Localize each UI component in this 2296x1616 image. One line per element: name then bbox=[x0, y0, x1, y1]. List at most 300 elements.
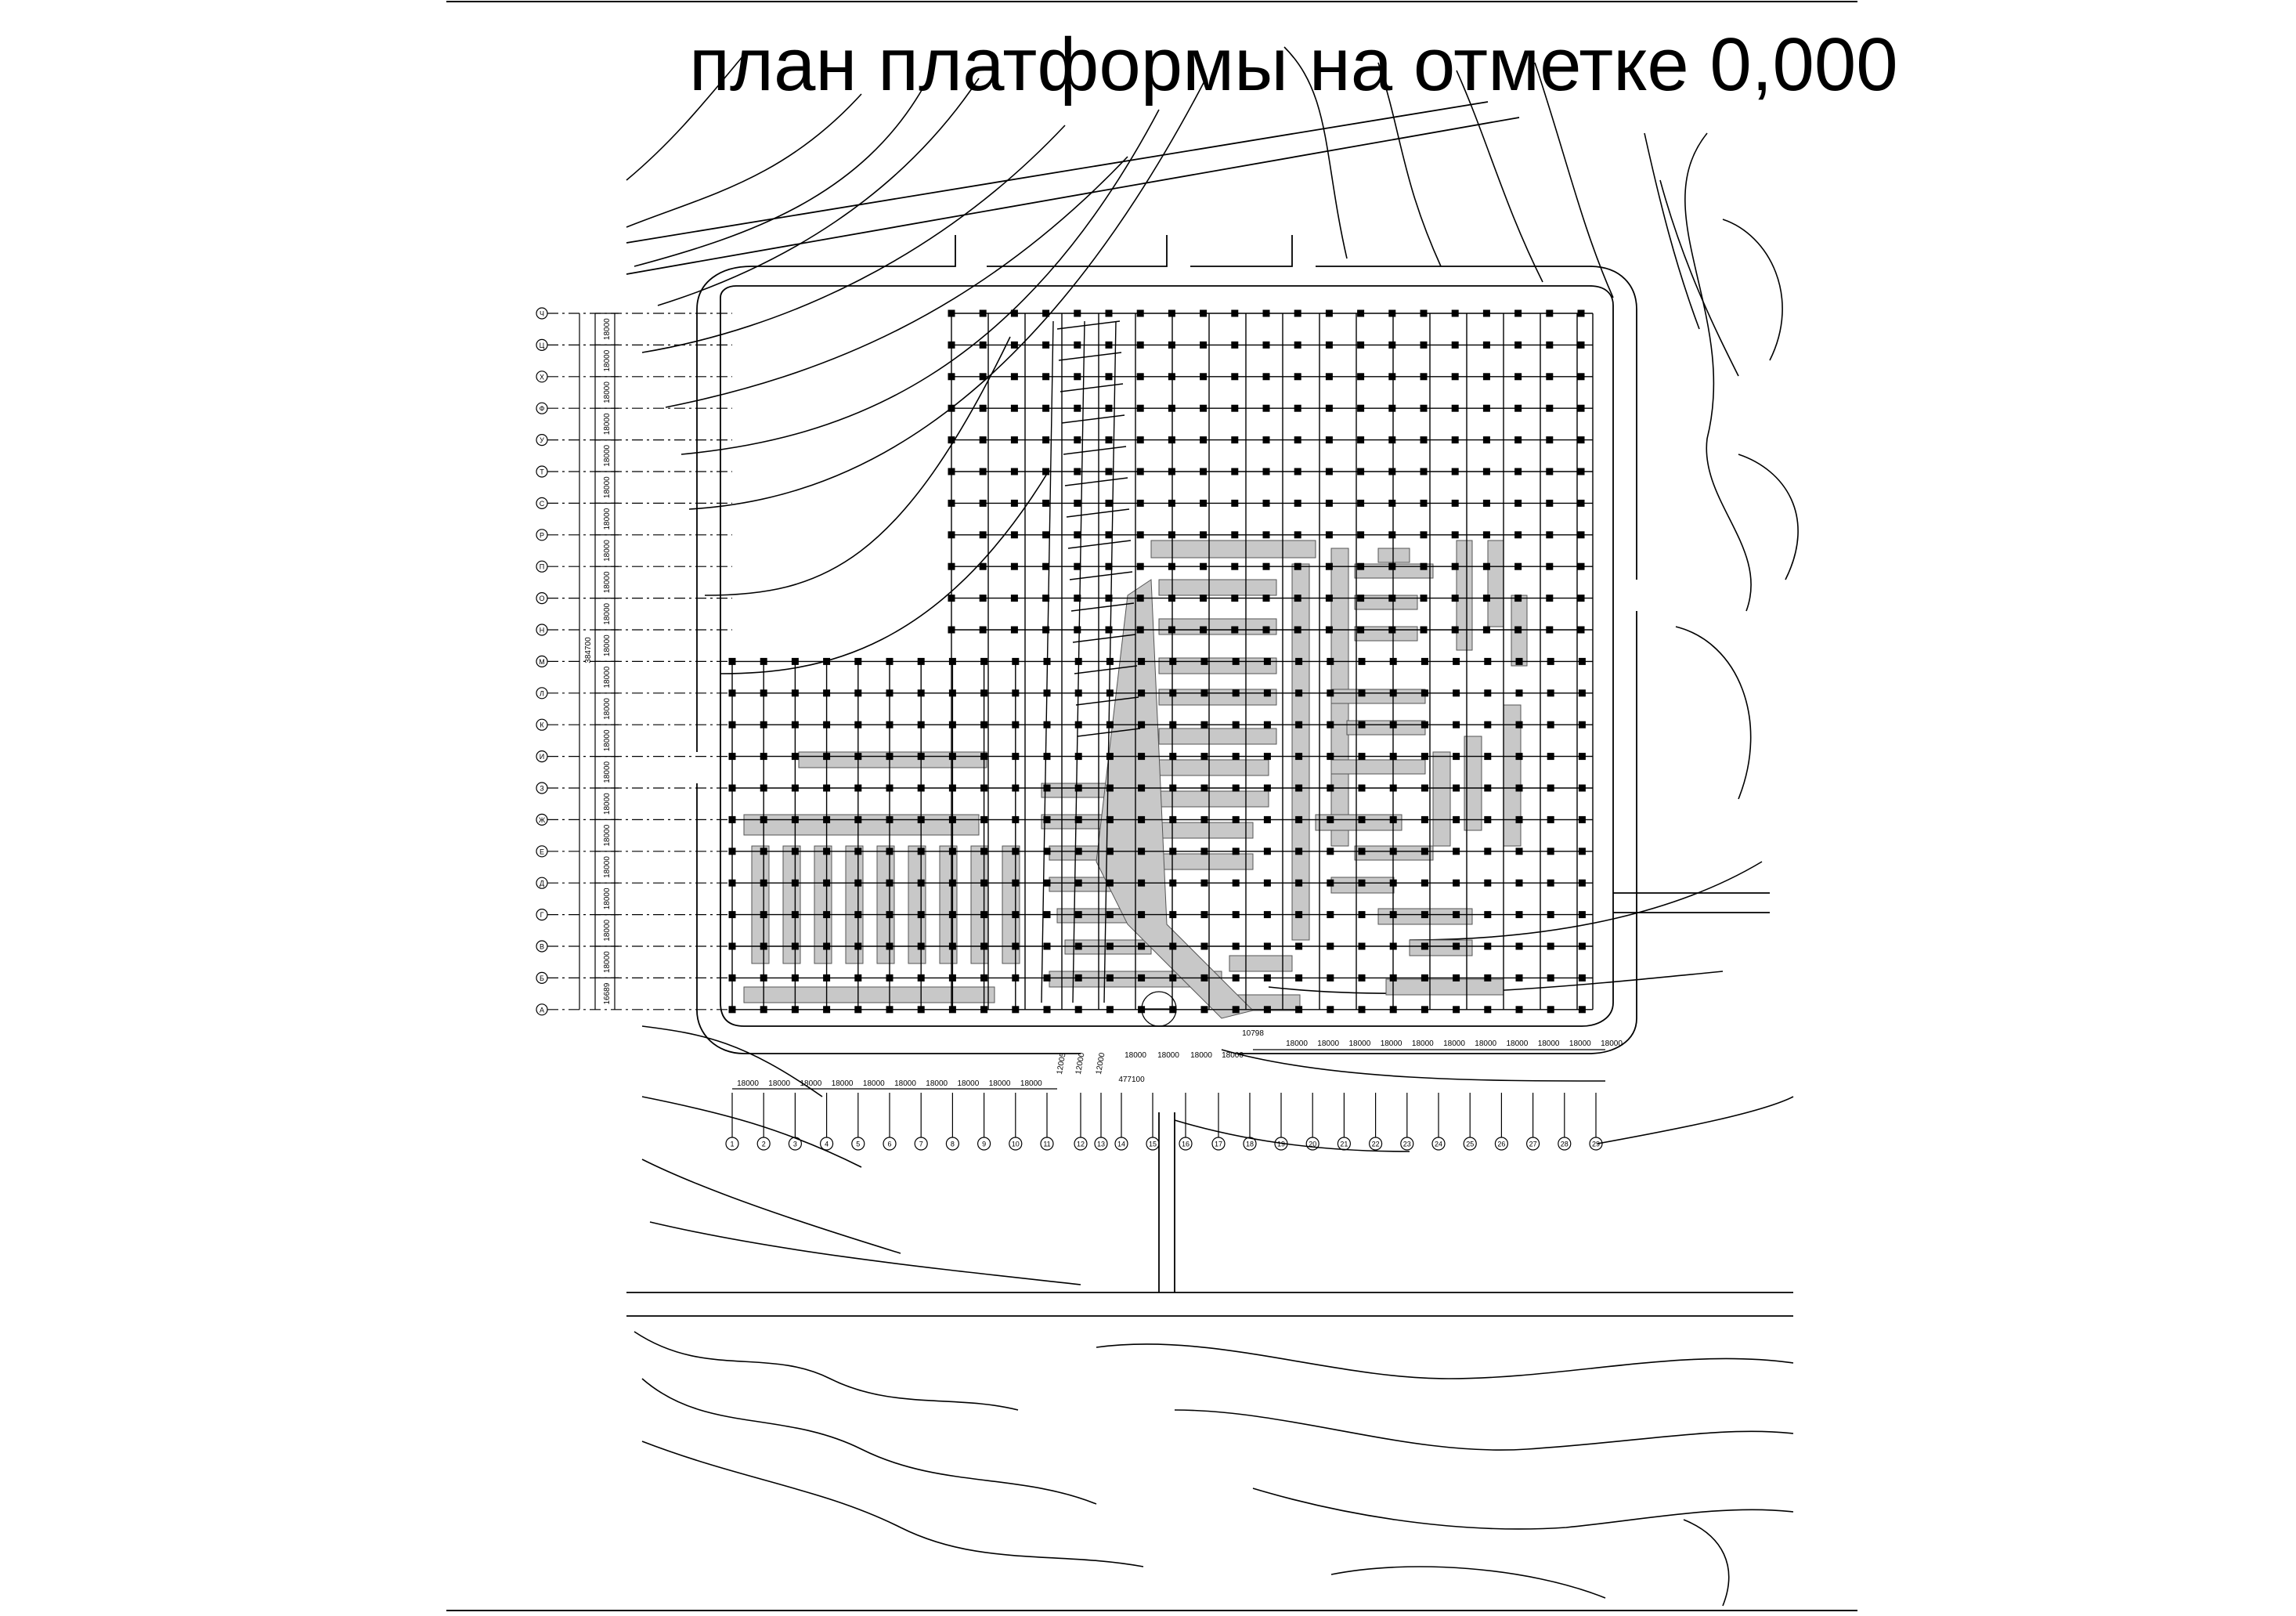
column-marker bbox=[886, 785, 893, 792]
row-dim-value: 18000 bbox=[603, 508, 612, 530]
col-dim-value: 18000 bbox=[1317, 1039, 1340, 1048]
column-marker bbox=[1264, 943, 1271, 950]
column-marker bbox=[1326, 468, 1333, 475]
column-marker bbox=[980, 911, 987, 918]
column-marker bbox=[1169, 753, 1176, 760]
column-marker bbox=[1074, 500, 1081, 507]
road-edge bbox=[626, 117, 1519, 274]
column-marker bbox=[1233, 911, 1240, 918]
column-marker bbox=[1546, 405, 1553, 412]
column-marker bbox=[886, 658, 893, 665]
column-marker bbox=[1011, 500, 1018, 507]
hatched-block bbox=[1457, 540, 1472, 650]
column-marker bbox=[1421, 689, 1428, 696]
column-marker bbox=[792, 753, 799, 760]
col-axis-label: 22 bbox=[1371, 1140, 1380, 1148]
column-marker bbox=[1294, 531, 1301, 538]
contour-line bbox=[634, 1332, 1018, 1410]
column-marker bbox=[886, 943, 893, 950]
column-marker bbox=[1138, 753, 1145, 760]
column-marker bbox=[1483, 310, 1490, 317]
grid-line-diagonal bbox=[1062, 415, 1125, 423]
column-marker bbox=[980, 310, 987, 317]
column-marker bbox=[1169, 943, 1176, 950]
column-marker bbox=[1231, 500, 1238, 507]
column-marker bbox=[1327, 943, 1334, 950]
row-dim-value: 18000 bbox=[603, 856, 612, 878]
column-marker bbox=[980, 563, 987, 570]
column-marker bbox=[1233, 658, 1240, 665]
column-marker bbox=[949, 816, 956, 823]
col-axis-label: 7 bbox=[919, 1140, 923, 1148]
column-marker bbox=[1390, 721, 1397, 728]
column-marker bbox=[1421, 595, 1428, 602]
contour-line bbox=[642, 1441, 1143, 1567]
column-marker bbox=[1137, 595, 1144, 602]
row-axis-label: Ж bbox=[538, 815, 546, 824]
column-marker bbox=[918, 816, 925, 823]
column-marker bbox=[1012, 816, 1019, 823]
column-marker bbox=[1514, 405, 1522, 412]
column-marker bbox=[1388, 310, 1395, 317]
column-marker bbox=[1390, 689, 1397, 696]
column-marker bbox=[1075, 911, 1082, 918]
column-marker bbox=[1388, 373, 1395, 380]
column-marker bbox=[1453, 689, 1460, 696]
col-dim-value: 18000 bbox=[831, 1079, 854, 1088]
column-marker bbox=[1233, 848, 1240, 855]
column-marker bbox=[1074, 373, 1081, 380]
column-marker bbox=[1075, 848, 1082, 855]
col-dim-value: 12000 bbox=[1074, 1052, 1087, 1076]
column-marker bbox=[948, 595, 955, 602]
column-marker bbox=[792, 943, 799, 950]
column-marker bbox=[1359, 974, 1366, 982]
column-marker bbox=[1326, 595, 1333, 602]
column-marker bbox=[980, 595, 987, 602]
column-marker bbox=[1042, 436, 1049, 443]
column-marker bbox=[1579, 911, 1586, 918]
column-marker bbox=[760, 721, 767, 728]
column-marker bbox=[760, 658, 767, 665]
column-marker bbox=[1359, 658, 1366, 665]
col-dim-value: 18000 bbox=[926, 1079, 948, 1088]
column-marker bbox=[980, 342, 987, 349]
column-marker bbox=[1201, 943, 1208, 950]
column-marker bbox=[1388, 342, 1395, 349]
column-marker bbox=[1168, 468, 1175, 475]
row-dim-value: 18000 bbox=[603, 729, 612, 752]
column-marker bbox=[1578, 531, 1585, 538]
column-marker bbox=[980, 500, 987, 507]
column-marker bbox=[1357, 531, 1364, 538]
column-marker bbox=[1357, 310, 1364, 317]
column-marker bbox=[1012, 658, 1019, 665]
column-marker bbox=[1453, 848, 1460, 855]
column-marker bbox=[1547, 1006, 1554, 1013]
column-marker bbox=[1359, 1006, 1366, 1013]
column-marker bbox=[1453, 1006, 1460, 1013]
column-marker bbox=[1011, 595, 1018, 602]
hatched-block bbox=[1410, 940, 1472, 956]
contour-line bbox=[626, 94, 861, 227]
column-marker bbox=[980, 373, 987, 380]
grid-line-diagonal bbox=[1071, 603, 1134, 611]
column-marker bbox=[1388, 563, 1395, 570]
hatched-block bbox=[1159, 658, 1276, 674]
col-axis-label: 18 bbox=[1245, 1140, 1254, 1148]
column-marker bbox=[1547, 689, 1554, 696]
col-dim-value: 18000 bbox=[957, 1079, 980, 1088]
column-marker bbox=[1075, 974, 1082, 982]
column-marker bbox=[1012, 943, 1019, 950]
contour-line bbox=[1253, 1488, 1793, 1529]
column-marker bbox=[1044, 943, 1051, 950]
column-marker bbox=[1169, 911, 1176, 918]
column-marker bbox=[1233, 721, 1240, 728]
col-dim-value: 18000 bbox=[800, 1079, 822, 1088]
column-marker bbox=[1233, 943, 1240, 950]
hatched-block bbox=[1151, 540, 1316, 558]
column-marker bbox=[1516, 911, 1523, 918]
column-marker bbox=[1201, 785, 1208, 792]
contour-line bbox=[689, 78, 1206, 509]
column-marker bbox=[1359, 689, 1366, 696]
column-marker bbox=[1579, 721, 1586, 728]
column-marker bbox=[980, 1006, 987, 1013]
column-marker bbox=[1233, 785, 1240, 792]
column-marker bbox=[1294, 310, 1301, 317]
column-marker bbox=[1044, 721, 1051, 728]
column-marker bbox=[948, 405, 955, 412]
column-marker bbox=[1044, 689, 1051, 696]
column-marker bbox=[1579, 974, 1586, 982]
column-marker bbox=[886, 689, 893, 696]
hatched-block bbox=[1159, 728, 1276, 744]
column-marker bbox=[1547, 943, 1554, 950]
column-marker bbox=[1516, 943, 1523, 950]
column-marker bbox=[1231, 310, 1238, 317]
col-dim-value: 18000 bbox=[1569, 1039, 1591, 1048]
column-marker bbox=[1169, 880, 1176, 887]
column-marker bbox=[1168, 310, 1175, 317]
column-marker bbox=[1357, 627, 1364, 634]
column-marker bbox=[1264, 1006, 1271, 1013]
column-marker bbox=[949, 658, 956, 665]
column-marker bbox=[1106, 816, 1114, 823]
col-axis-label: 11 bbox=[1043, 1140, 1051, 1148]
column-marker bbox=[823, 689, 830, 696]
column-marker bbox=[823, 943, 830, 950]
col-axis-label: 29 bbox=[1591, 1140, 1601, 1148]
column-marker bbox=[980, 721, 987, 728]
row-dim-value: 18000 bbox=[603, 761, 612, 783]
column-marker bbox=[1357, 436, 1364, 443]
column-marker bbox=[1579, 848, 1586, 855]
column-marker bbox=[1106, 721, 1114, 728]
col-axis-label: 3 bbox=[792, 1140, 797, 1148]
col-axis-label: 1 bbox=[730, 1140, 735, 1148]
column-marker bbox=[1484, 848, 1491, 855]
hatched-block bbox=[1378, 548, 1410, 562]
column-marker bbox=[949, 785, 956, 792]
column-marker bbox=[1042, 627, 1049, 634]
column-marker bbox=[949, 848, 956, 855]
col-axis-label: 26 bbox=[1497, 1140, 1506, 1148]
column-marker bbox=[1295, 974, 1302, 982]
column-marker bbox=[1579, 658, 1586, 665]
row-dim-value: 18000 bbox=[603, 540, 612, 562]
column-marker bbox=[1546, 563, 1553, 570]
column-marker bbox=[1421, 943, 1428, 950]
contour-line bbox=[658, 78, 979, 305]
column-marker bbox=[949, 689, 956, 696]
column-marker bbox=[949, 943, 956, 950]
column-marker bbox=[1484, 816, 1491, 823]
grid-line-diagonal bbox=[1065, 478, 1128, 486]
column-marker bbox=[760, 848, 767, 855]
drawing-title: план платформы на отметке 0,000 bbox=[689, 23, 1898, 107]
column-marker bbox=[1578, 627, 1585, 634]
column-marker bbox=[823, 658, 830, 665]
column-marker bbox=[1388, 500, 1395, 507]
column-marker bbox=[1453, 658, 1460, 665]
column-marker bbox=[980, 943, 987, 950]
col-axis-label: 27 bbox=[1529, 1140, 1537, 1148]
column-marker bbox=[1106, 531, 1113, 538]
column-marker bbox=[1326, 531, 1333, 538]
column-marker bbox=[1421, 721, 1428, 728]
column-marker bbox=[1201, 880, 1208, 887]
column-marker bbox=[918, 785, 925, 792]
column-marker bbox=[980, 468, 987, 475]
row-axis-label: Е bbox=[539, 848, 545, 856]
column-marker bbox=[1546, 373, 1553, 380]
column-marker bbox=[1421, 563, 1428, 570]
column-marker bbox=[1075, 943, 1082, 950]
column-marker bbox=[1326, 436, 1333, 443]
column-marker bbox=[980, 658, 987, 665]
column-marker bbox=[949, 880, 956, 887]
column-marker bbox=[1074, 468, 1081, 475]
column-marker bbox=[1547, 785, 1554, 792]
col-axis-label: 4 bbox=[825, 1140, 829, 1148]
column-marker bbox=[1042, 373, 1049, 380]
row-dim-value: 18000 bbox=[603, 951, 612, 974]
grid-line-diagonal bbox=[1063, 446, 1126, 454]
column-marker bbox=[1168, 436, 1175, 443]
column-marker bbox=[949, 721, 956, 728]
contour-line bbox=[681, 110, 1159, 454]
column-marker bbox=[854, 943, 861, 950]
column-marker bbox=[1327, 880, 1334, 887]
column-marker bbox=[1106, 436, 1113, 443]
column-marker bbox=[1294, 436, 1301, 443]
column-marker bbox=[1169, 974, 1176, 982]
column-marker bbox=[1295, 689, 1302, 696]
column-marker bbox=[1578, 405, 1585, 412]
column-marker bbox=[886, 974, 893, 982]
row-dim-total: 384700 bbox=[584, 637, 593, 663]
grid-line-diagonal bbox=[1059, 352, 1121, 360]
column-marker bbox=[1201, 689, 1208, 696]
contour-line bbox=[1660, 180, 1738, 376]
contour-line bbox=[642, 1026, 822, 1097]
column-marker bbox=[1011, 310, 1018, 317]
column-marker bbox=[1390, 753, 1397, 760]
column-marker bbox=[1295, 943, 1302, 950]
col-dim-value: 18000 bbox=[1020, 1079, 1042, 1088]
column-marker bbox=[980, 785, 987, 792]
column-marker bbox=[1514, 531, 1522, 538]
row-dim-value: 18000 bbox=[603, 349, 612, 372]
column-marker bbox=[1390, 943, 1397, 950]
column-marker bbox=[1044, 880, 1051, 887]
column-marker bbox=[1044, 1006, 1051, 1013]
contour-line bbox=[1685, 133, 1751, 611]
column-marker bbox=[1201, 816, 1208, 823]
column-marker bbox=[1011, 627, 1018, 634]
column-marker bbox=[1011, 531, 1018, 538]
road-edge bbox=[697, 235, 955, 309]
column-marker bbox=[760, 785, 767, 792]
column-marker bbox=[1042, 595, 1049, 602]
column-marker bbox=[980, 753, 987, 760]
col-dim-value: 18000 bbox=[768, 1079, 791, 1088]
column-marker bbox=[1578, 310, 1585, 317]
column-marker bbox=[1326, 342, 1333, 349]
column-marker bbox=[1483, 500, 1490, 507]
column-marker bbox=[1137, 627, 1144, 634]
column-marker bbox=[1106, 658, 1114, 665]
column-marker bbox=[1579, 785, 1586, 792]
contour-line bbox=[642, 1379, 1096, 1504]
column-marker bbox=[1484, 911, 1491, 918]
column-marker bbox=[1138, 785, 1145, 792]
row-dim-value: 18000 bbox=[603, 888, 612, 910]
column-marker bbox=[1452, 595, 1459, 602]
column-marker bbox=[1263, 595, 1270, 602]
column-marker bbox=[1483, 468, 1490, 475]
site-roads bbox=[626, 102, 1793, 1316]
column-marker bbox=[1169, 721, 1176, 728]
column-marker bbox=[1452, 373, 1459, 380]
column-marker bbox=[1042, 310, 1049, 317]
column-marker bbox=[1200, 342, 1207, 349]
column-marker bbox=[1388, 468, 1395, 475]
row-axis-label: З bbox=[540, 784, 544, 793]
column-marker bbox=[1138, 848, 1145, 855]
column-marker bbox=[1421, 880, 1428, 887]
column-marker bbox=[1264, 974, 1271, 982]
column-marker bbox=[1137, 468, 1144, 475]
column-marker bbox=[1138, 880, 1145, 887]
column-marker bbox=[1042, 563, 1049, 570]
column-marker bbox=[1579, 943, 1586, 950]
contour-line bbox=[642, 125, 1065, 352]
col-dim-value: 18000 bbox=[1157, 1051, 1179, 1060]
column-marker bbox=[1421, 753, 1428, 760]
column-marker bbox=[1359, 721, 1366, 728]
row-axis-label: А bbox=[539, 1006, 545, 1014]
column-marker bbox=[1012, 721, 1019, 728]
column-marker bbox=[1453, 911, 1460, 918]
column-marker bbox=[886, 721, 893, 728]
column-marker bbox=[1138, 658, 1145, 665]
column-marker bbox=[1263, 468, 1270, 475]
column-marker bbox=[1357, 342, 1364, 349]
column-marker bbox=[1012, 785, 1019, 792]
column-marker bbox=[1168, 342, 1175, 349]
contour-line bbox=[634, 86, 924, 266]
column-marker bbox=[1074, 627, 1081, 634]
column-marker bbox=[1200, 405, 1207, 412]
column-marker bbox=[1106, 405, 1113, 412]
column-marker bbox=[1326, 627, 1333, 634]
column-marker bbox=[1390, 848, 1397, 855]
column-marker bbox=[1579, 816, 1586, 823]
column-marker bbox=[1483, 595, 1490, 602]
row-dim-value: 18000 bbox=[603, 381, 612, 403]
column-marker bbox=[1075, 721, 1082, 728]
col-axis-label: 2 bbox=[761, 1140, 766, 1148]
column-marker bbox=[1514, 563, 1522, 570]
column-marker bbox=[823, 721, 830, 728]
column-marker bbox=[1169, 785, 1176, 792]
column-marker bbox=[1042, 342, 1049, 349]
col-axis-label: 6 bbox=[887, 1140, 892, 1148]
column-marker bbox=[1514, 342, 1522, 349]
grid-line-diagonal bbox=[1070, 572, 1132, 580]
column-marker bbox=[1264, 658, 1271, 665]
column-marker bbox=[1484, 1006, 1491, 1013]
col-axis-label: 13 bbox=[1096, 1140, 1106, 1148]
column-marker bbox=[1453, 974, 1460, 982]
column-marker bbox=[1106, 342, 1113, 349]
column-marker bbox=[854, 753, 861, 760]
row-axis-label: Л bbox=[540, 689, 544, 698]
column-marker bbox=[1484, 943, 1491, 950]
col-axis-label: 9 bbox=[982, 1140, 987, 1148]
column-marker bbox=[854, 974, 861, 982]
contour-line bbox=[1096, 1344, 1793, 1379]
column-marker bbox=[1231, 531, 1238, 538]
column-marker bbox=[1547, 658, 1554, 665]
column-marker bbox=[980, 848, 987, 855]
column-marker bbox=[1264, 911, 1271, 918]
col-axis-label: 10 bbox=[1011, 1140, 1020, 1148]
column-marker bbox=[1453, 753, 1460, 760]
column-marker bbox=[948, 373, 955, 380]
column-marker bbox=[1075, 689, 1082, 696]
column-marker bbox=[1484, 785, 1491, 792]
column-marker bbox=[980, 880, 987, 887]
column-marker bbox=[1138, 943, 1145, 950]
column-marker bbox=[1137, 500, 1144, 507]
contour-line bbox=[1723, 219, 1782, 360]
column-marker bbox=[1294, 500, 1301, 507]
column-marker bbox=[823, 911, 830, 918]
col-axis-label: 14 bbox=[1117, 1140, 1126, 1148]
column-marker bbox=[886, 911, 893, 918]
column-marker bbox=[1578, 373, 1585, 380]
column-marker bbox=[1388, 531, 1395, 538]
row-dim-value: 16689 bbox=[603, 982, 612, 1005]
col-dim-value: 18000 bbox=[988, 1079, 1011, 1088]
column-marker bbox=[1011, 405, 1018, 412]
contour-line bbox=[642, 1159, 901, 1253]
column-marker bbox=[1421, 848, 1428, 855]
